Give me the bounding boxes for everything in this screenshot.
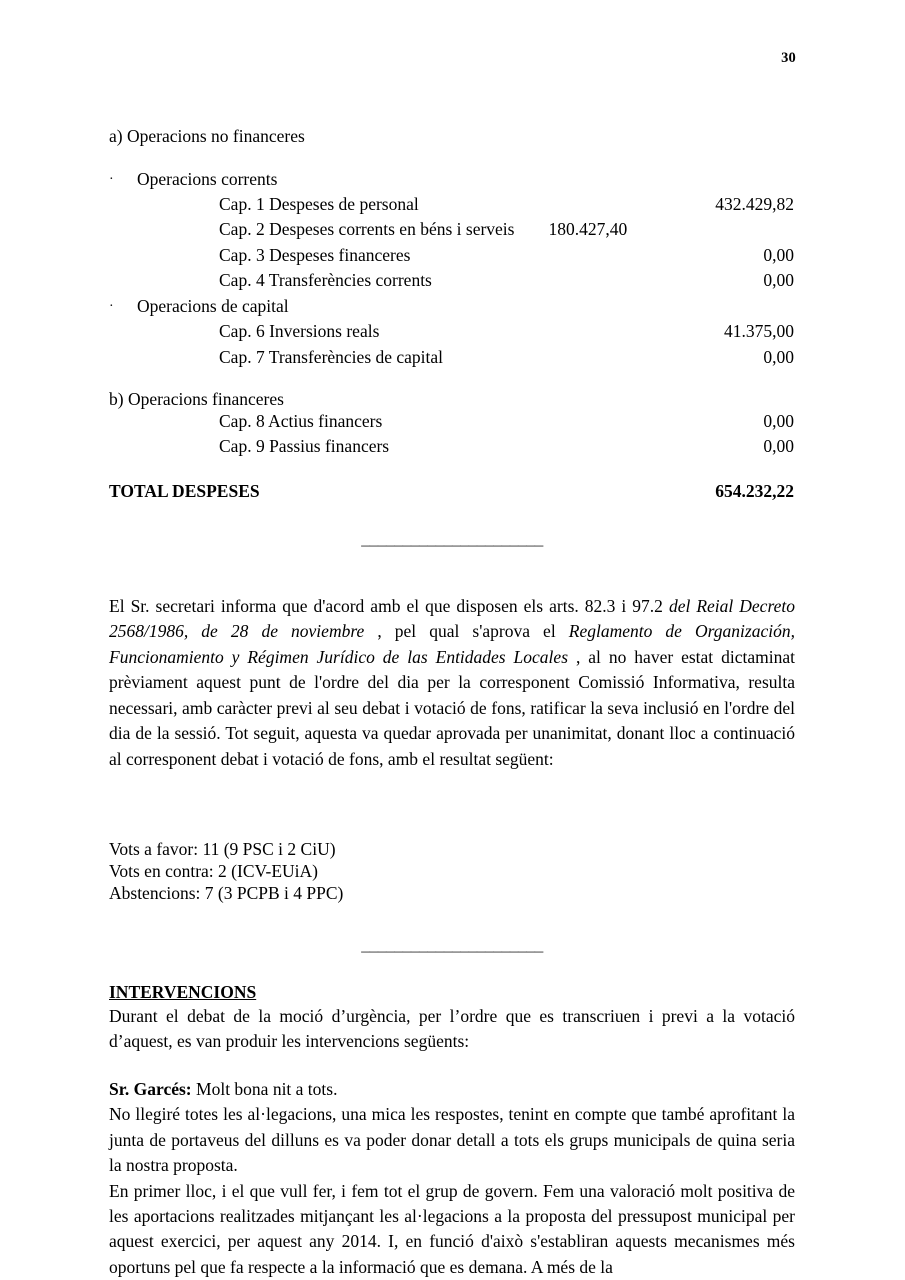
budget-line-item <box>109 409 795 434</box>
budget-item-amount: 0,00 <box>763 346 794 367</box>
bullet-icon: · <box>109 298 114 314</box>
budget-line-item <box>109 434 795 459</box>
secretary-text-part-2: , pel qual s'aprova el <box>377 621 569 642</box>
speaker-garces-block <box>109 1077 795 1280</box>
budget-item-amount: 0,00 <box>763 436 794 457</box>
document-content <box>109 128 795 1280</box>
budget-item-label: Cap. 3 Despeses financeres <box>219 244 411 265</box>
section-b-heading: b) Operacions financeres <box>109 389 284 410</box>
budget-total-label: TOTAL DESPESES <box>109 480 260 501</box>
speaker-opening-line <box>109 1077 795 1102</box>
budget-item-amount: 0,00 <box>763 270 794 291</box>
budget-total-row <box>109 481 795 502</box>
votes-against: Vots en contra: 2 (ICV-EUiA) <box>109 861 319 882</box>
budget-item-amount: 0,00 <box>763 244 794 265</box>
budget-group-header <box>109 167 795 192</box>
speaker-opening-text: Molt bona nit a tots. <box>191 1078 338 1099</box>
section-a-heading: a) Operacions no financeres <box>109 126 305 146</box>
budget-item-amount: 180.427,40 <box>548 219 628 240</box>
bullet-icon: · <box>109 171 114 187</box>
budget-item-label: Cap. 8 Actius financers <box>219 410 383 431</box>
secretary-text-part-3: , al no haver estat dictaminat prèviament aquest punt de l'ordre del dia per la corresponent Comissió Informativa, resulta necessari, amb caràcter previ al seu debat i votació de fons, ratificar la seva inclusió en l'ordre del dia de la sessió. Tot seguit, aquesta va quedar aprovada per unanimitat, donant lloc a continuació al corresponent debat i votació de fons, amb el resultat següent: <box>109 646 795 769</box>
legal-reference-regulation: Reglamento de Organización, Funcionamiento y Régimen Jurídico de las Entidades Locales <box>109 621 795 667</box>
budget-line-item <box>109 345 795 370</box>
secretary-text-part-1: El Sr. secretari informa que d'acord amb el que disposen els arts. 82.3 i 97.2 <box>109 596 669 617</box>
section-divider-rule: ______________________ <box>361 527 543 548</box>
budget-line-item <box>109 319 795 344</box>
page-number: 30 <box>781 50 796 66</box>
budget-group-label: Operacions corrents <box>137 168 278 189</box>
budget-group-header <box>109 294 795 319</box>
budget-item-amount: 0,00 <box>763 410 794 431</box>
budget-item-label: Cap. 1 Despeses de personal <box>219 193 419 214</box>
budget-total-amount: 654.232,22 <box>715 480 794 501</box>
budget-operations-non-financial <box>109 167 795 371</box>
budget-line-item <box>109 192 795 217</box>
budget-item-label: Cap. 9 Passius financers <box>219 436 390 457</box>
budget-item-label: Cap. 4 Transferències corrents <box>219 270 432 291</box>
budget-item-amount: 432.429,82 <box>715 193 794 214</box>
budget-line-item <box>109 243 795 268</box>
speaker-name-label: Sr. Garcés: <box>109 1078 192 1099</box>
budget-item-label: Cap. 2 Despeses corrents en béns i serveis <box>219 219 515 240</box>
secretary-paragraph <box>109 594 795 772</box>
voting-results <box>109 838 795 904</box>
budget-operations-financial <box>109 391 795 459</box>
budget-line-item <box>109 217 795 242</box>
budget-item-label: Cap. 7 Transferències de capital <box>219 346 444 367</box>
budget-line-item <box>109 268 795 293</box>
interventions-section <box>109 954 795 1280</box>
budget-group-label: Operacions de capital <box>137 295 289 316</box>
budget-item-amount: 41.375,00 <box>724 321 794 342</box>
legal-reference-decree: del Reial Decreto 2568/1986, de 28 de noviembre <box>109 596 795 642</box>
budget-item-label: Cap. 6 Inversions reals <box>219 321 380 342</box>
interventions-intro-paragraph: Durant el debat de la moció d’urgència, per l’ordre que es transcriuen i previ a la votació d’aquest, es van produir les intervencions següents: <box>109 1005 795 1052</box>
votes-abstentions: Abstencions: 7 (3 PCPB i 4 PPC) <box>109 883 344 904</box>
speaker-paragraph-2: En primer lloc, i el que vull fer, i fem tot el grup de govern. Fem una valoració molt positiva de les aportacions realitzades mitjançant les al·legacions a la proposta del pressupost municipal per aquest exercici, per aquest any 2014. I, en funció d'això s'establiran aquests mecanismes més oportuns pel que fa respecte a la informació que es demana. A més de la <box>109 1180 795 1277</box>
interventions-heading: INTERVENCIONS <box>109 981 257 1002</box>
votes-in-favour: Vots a favor: 11 (9 PSC i 2 CiU) <box>109 839 336 860</box>
section-divider-rule: ______________________ <box>361 934 543 955</box>
speaker-paragraph-1: No llegiré totes les al·legacions, una mica les respostes, tenint en compte que també aprofitant la junta de portaveus del dilluns es va poder donar detall a tots els grups municipals de quina seria la nostra proposta. <box>109 1104 795 1176</box>
